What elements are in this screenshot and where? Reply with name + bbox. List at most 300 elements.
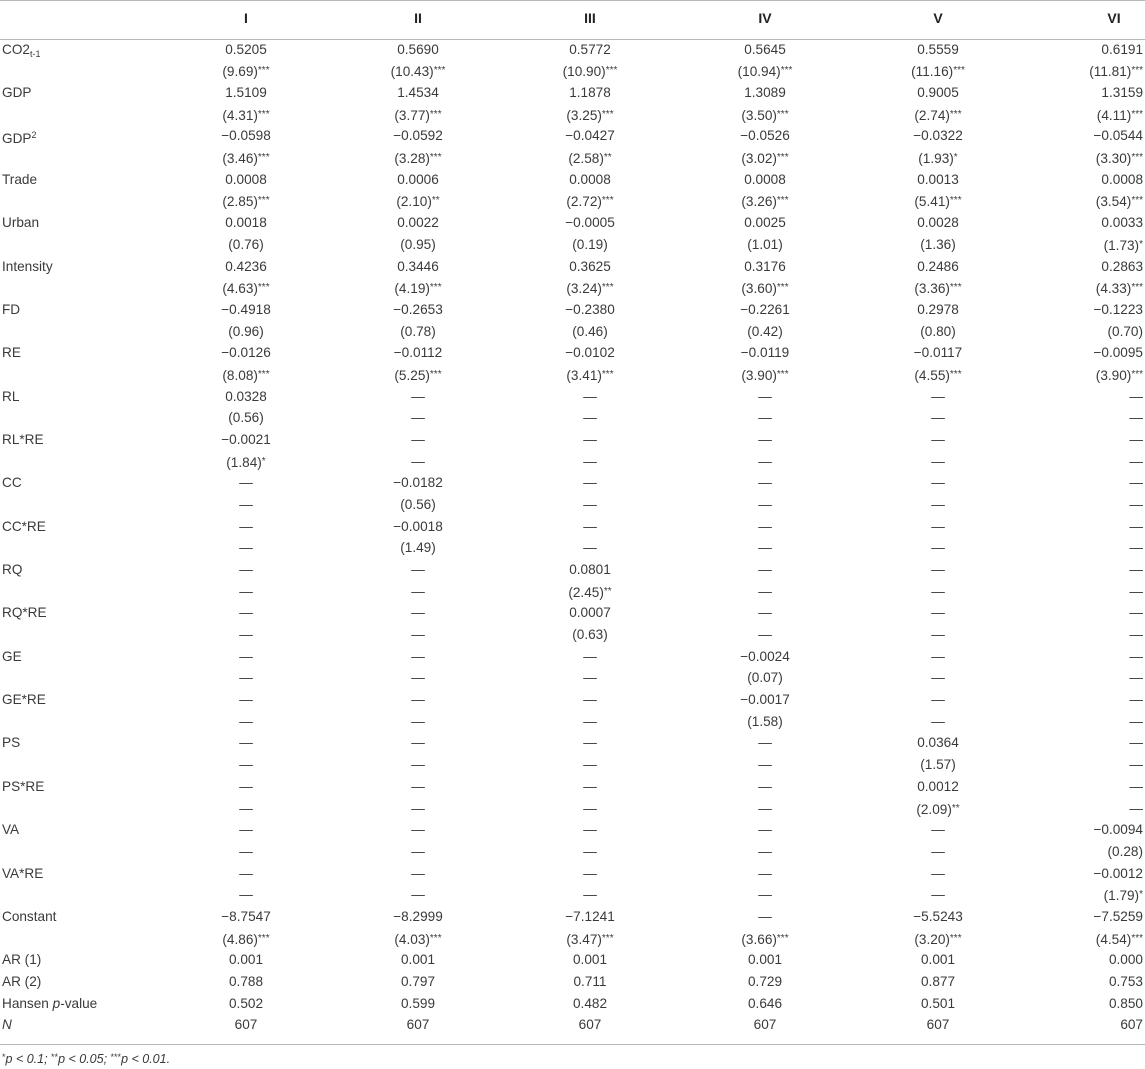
table-cell: (2.10)** xyxy=(396,194,440,210)
table-cell: −0.4918 xyxy=(221,301,271,317)
table-cell: 0.599 xyxy=(400,995,436,1011)
table-cell: — xyxy=(239,627,253,643)
table-cell: — xyxy=(1129,778,1143,794)
column-header-iv: IV xyxy=(758,10,772,26)
column-header-vi: VI xyxy=(1107,10,1121,26)
table-cell: 1.3089 xyxy=(744,85,786,101)
table-cell: — xyxy=(583,410,597,426)
table-cell: — xyxy=(583,670,597,686)
table-cell: — xyxy=(583,518,597,534)
table-cell: −0.0112 xyxy=(393,345,443,361)
table-cell: 1.1878 xyxy=(569,85,611,101)
table-cell: (11.81)*** xyxy=(1089,64,1143,80)
table-cell: 0.0013 xyxy=(917,171,959,187)
table-cell: — xyxy=(1129,605,1143,621)
table-cell: −0.0526 xyxy=(740,128,790,144)
table-cell: — xyxy=(1129,670,1143,686)
table-header xyxy=(0,0,1145,40)
table-cell: (0.07) xyxy=(747,670,783,686)
table-cell: — xyxy=(239,713,253,729)
table-cell: (8.08)*** xyxy=(222,367,270,383)
table-cell: (0.80) xyxy=(920,323,956,339)
row-label: AR (2) xyxy=(2,973,42,989)
table-cell: — xyxy=(583,540,597,556)
table-row xyxy=(0,190,1145,212)
table-cell: 607 xyxy=(1120,1017,1143,1033)
table-cell: 0.3625 xyxy=(569,258,611,274)
table-cell: — xyxy=(239,540,253,556)
table-cell: — xyxy=(1129,757,1143,773)
table-cell: (4.86)*** xyxy=(222,931,270,947)
table-cell: −0.0024 xyxy=(740,648,790,664)
row-label: GE*RE xyxy=(2,692,46,708)
table-cell: (3.20)*** xyxy=(914,931,962,947)
table-cell: — xyxy=(931,713,945,729)
table-row xyxy=(0,993,1145,1015)
table-cell: (3.77)*** xyxy=(394,107,442,123)
table-cell: 607 xyxy=(753,1017,777,1033)
table-cell: 0.001 xyxy=(400,952,436,968)
table-cell: — xyxy=(758,583,772,599)
table-cell: — xyxy=(239,778,253,794)
table-cell: 0.850 xyxy=(1108,995,1143,1011)
table-cell: — xyxy=(583,800,597,816)
table-cell: — xyxy=(583,843,597,859)
table-cell: 0.3176 xyxy=(744,258,786,274)
table-row xyxy=(0,1014,1145,1036)
table-row xyxy=(0,82,1145,104)
table-cell: (11.16)*** xyxy=(911,64,965,80)
table-cell: −5.5243 xyxy=(913,908,963,924)
table-cell: (10.43)*** xyxy=(390,64,446,80)
table-cell: (1.57) xyxy=(920,757,956,773)
table-cell: −7.1241 xyxy=(565,908,615,924)
table-cell: — xyxy=(411,822,425,838)
table-cell: (0.76) xyxy=(228,236,264,252)
table-cell: — xyxy=(758,865,772,881)
table-cell: (2.85)*** xyxy=(222,194,270,210)
table-cell: — xyxy=(1129,583,1143,599)
table-cell: — xyxy=(411,670,425,686)
table-cell: — xyxy=(758,843,772,859)
table-cell: (3.24)*** xyxy=(566,281,614,297)
table-cell: — xyxy=(931,627,945,643)
table-cell: (3.02)*** xyxy=(741,151,789,167)
table-cell: (10.90)*** xyxy=(562,64,618,80)
table-row xyxy=(0,798,1145,820)
row-label: Urban xyxy=(2,215,40,231)
table-cell: — xyxy=(931,605,945,621)
table-cell: 0.646 xyxy=(747,995,783,1011)
table-cell: — xyxy=(1129,627,1143,643)
table-cell: (2.09)** xyxy=(916,801,960,817)
table-cell: 0.4236 xyxy=(225,258,267,274)
table-cell: 0.0028 xyxy=(917,215,959,231)
table-cell: 0.5559 xyxy=(917,41,959,57)
table-cell: — xyxy=(583,757,597,773)
table-cell: 0.877 xyxy=(920,973,956,989)
table-row xyxy=(0,906,1145,928)
table-cell: 0.0801 xyxy=(569,562,611,578)
table-cell: — xyxy=(411,800,425,816)
row-label: PS xyxy=(2,735,21,751)
table-cell: (3.36)*** xyxy=(914,281,962,297)
table-cell: — xyxy=(1129,453,1143,469)
table-cell: (0.56) xyxy=(228,410,264,426)
table-row xyxy=(0,299,1145,321)
table-cell: — xyxy=(239,583,253,599)
table-row xyxy=(0,451,1145,473)
table-row xyxy=(0,147,1145,169)
table-cell: (1.01) xyxy=(747,236,783,252)
table-cell: (5.25)*** xyxy=(394,367,442,383)
table-cell: −0.0126 xyxy=(221,345,271,361)
table-cell: — xyxy=(411,431,425,447)
table-row xyxy=(0,60,1145,82)
table-cell: (3.90)*** xyxy=(741,367,789,383)
table-row xyxy=(0,407,1145,429)
table-cell: — xyxy=(239,822,253,838)
table-cell: −0.2261 xyxy=(740,301,790,317)
table-cell: — xyxy=(758,757,772,773)
table-cell: −8.7547 xyxy=(221,908,271,924)
table-cell: (3.26)*** xyxy=(741,194,789,210)
table-cell: — xyxy=(411,865,425,881)
table-cell: — xyxy=(411,692,425,708)
table-cell: — xyxy=(931,670,945,686)
table-cell: 0.501 xyxy=(920,995,956,1011)
table-cell: — xyxy=(411,627,425,643)
table-row xyxy=(0,516,1145,538)
table-cell: (3.54)*** xyxy=(1095,194,1143,210)
table-cell: −0.2653 xyxy=(393,301,443,317)
table-cell: (10.94)*** xyxy=(737,64,793,80)
table-cell: (0.63) xyxy=(572,627,608,643)
table-cell: 0.0018 xyxy=(225,215,267,231)
table-cell: −0.1223 xyxy=(1093,301,1143,317)
table-cell: (3.30)*** xyxy=(1095,151,1143,167)
table-cell: (2.74)*** xyxy=(914,107,962,123)
table-cell: (4.33)*** xyxy=(1095,281,1143,297)
table-cell: 0.0008 xyxy=(569,171,611,187)
table-cell: (4.55)*** xyxy=(914,367,962,383)
row-label: FD xyxy=(2,301,21,317)
table-bottom-rule xyxy=(0,1044,1145,1045)
table-row xyxy=(0,559,1145,581)
table-row xyxy=(0,689,1145,711)
table-cell: (4.63)*** xyxy=(222,281,270,297)
table-cell: — xyxy=(583,692,597,708)
table-cell: 0.729 xyxy=(747,973,783,989)
table-row xyxy=(0,581,1145,603)
table-cell: 0.001 xyxy=(228,952,264,968)
table-cell: — xyxy=(239,865,253,881)
table-cell: 0.753 xyxy=(1108,973,1143,989)
table-row xyxy=(0,234,1145,256)
table-row xyxy=(0,971,1145,993)
table-row xyxy=(0,646,1145,668)
table-cell: 0.9005 xyxy=(917,85,959,101)
row-label: AR (1) xyxy=(2,952,42,968)
table-row xyxy=(0,819,1145,841)
table-cell: (4.11)*** xyxy=(1096,107,1143,123)
table-cell: — xyxy=(583,388,597,404)
table-cell: — xyxy=(239,757,253,773)
table-cell: — xyxy=(758,605,772,621)
table-cell: — xyxy=(758,453,772,469)
table-cell: (1.36) xyxy=(920,236,956,252)
table-cell: — xyxy=(583,648,597,664)
table-row xyxy=(0,667,1145,689)
row-label: Hansen p-value xyxy=(2,995,98,1011)
table-cell: (0.70) xyxy=(1107,323,1143,339)
table-cell: 0.6191 xyxy=(1101,41,1143,57)
column-header-iii: III xyxy=(584,10,596,26)
table-cell: (4.54)*** xyxy=(1095,931,1143,947)
table-cell: — xyxy=(1129,431,1143,447)
table-cell: — xyxy=(239,562,253,578)
table-cell: (1.73)* xyxy=(1103,237,1143,253)
table-cell: — xyxy=(931,648,945,664)
table-cell: — xyxy=(411,778,425,794)
table-cell: 0.0033 xyxy=(1101,215,1143,231)
row-label: RE xyxy=(2,345,21,361)
table-cell: — xyxy=(411,735,425,751)
table-cell: — xyxy=(758,410,772,426)
table-cell: 1.5109 xyxy=(225,85,267,101)
table-cell: (0.42) xyxy=(747,323,783,339)
table-cell: (0.56) xyxy=(400,496,436,512)
table-cell: — xyxy=(239,496,253,512)
table-cell: 0.2978 xyxy=(917,301,959,317)
table-cell: 0.797 xyxy=(400,973,436,989)
table-cell: (1.79)* xyxy=(1103,888,1143,904)
table-cell: — xyxy=(411,605,425,621)
table-cell: — xyxy=(583,713,597,729)
table-cell: — xyxy=(239,887,253,903)
table-cell: −0.0592 xyxy=(393,128,443,144)
table-cell: — xyxy=(239,692,253,708)
table-cell: −0.0018 xyxy=(393,518,443,534)
table-cell: — xyxy=(758,518,772,534)
table-row xyxy=(0,928,1145,950)
table-cell: 0.0006 xyxy=(397,171,439,187)
table-cell: — xyxy=(1129,735,1143,751)
table-cell: −8.2999 xyxy=(393,908,443,924)
table-cell: (4.19)*** xyxy=(394,281,442,297)
row-label: RQ xyxy=(2,562,23,578)
table-cell: −0.0005 xyxy=(565,215,615,231)
table-row xyxy=(0,321,1145,343)
table-cell: −0.0017 xyxy=(740,692,790,708)
table-row xyxy=(0,386,1145,408)
table-cell: — xyxy=(239,475,253,491)
table-cell: −0.0094 xyxy=(1093,822,1143,838)
table-cell: — xyxy=(931,475,945,491)
table-row xyxy=(0,125,1145,147)
table-cell: (0.95) xyxy=(400,236,436,252)
table-cell: (5.41)*** xyxy=(914,194,962,210)
table-cell: — xyxy=(411,583,425,599)
table-row xyxy=(0,39,1145,61)
table-cell: (0.19) xyxy=(572,236,608,252)
row-label: RL xyxy=(2,388,20,404)
table-row xyxy=(0,256,1145,278)
table-cell: — xyxy=(239,518,253,534)
table-cell: — xyxy=(1129,496,1143,512)
table-cell: 0.2486 xyxy=(917,258,959,274)
table-cell: — xyxy=(239,735,253,751)
table-row xyxy=(0,472,1145,494)
table-cell: 0.0025 xyxy=(744,215,786,231)
table-cell: (3.47)*** xyxy=(566,931,614,947)
table-cell: — xyxy=(931,410,945,426)
table-cell: — xyxy=(1129,648,1143,664)
table-cell: −0.0544 xyxy=(1093,128,1143,144)
table-cell: 0.0008 xyxy=(1101,171,1143,187)
table-cell: — xyxy=(758,908,772,924)
table-cell: (9.69)*** xyxy=(222,64,270,80)
table-cell: 0.0008 xyxy=(225,171,267,187)
table-cell: — xyxy=(931,540,945,556)
table-cell: — xyxy=(411,843,425,859)
table-cell: −0.0119 xyxy=(740,345,790,361)
table-cell: −0.0427 xyxy=(565,128,615,144)
table-cell: (2.58)** xyxy=(568,151,612,167)
table-cell: — xyxy=(1129,800,1143,816)
table-cell: — xyxy=(1129,388,1143,404)
table-cell: — xyxy=(931,843,945,859)
table-cell: — xyxy=(931,822,945,838)
table-cell: 0.788 xyxy=(228,973,264,989)
table-cell: (3.60)*** xyxy=(741,281,789,297)
table-cell: 0.0328 xyxy=(225,388,267,404)
table-cell: 1.3159 xyxy=(1101,85,1143,101)
table-cell: (0.28) xyxy=(1107,843,1143,859)
table-cell: −0.0598 xyxy=(221,128,271,144)
row-label: N xyxy=(2,1017,12,1033)
table-cell: — xyxy=(758,627,772,643)
column-header-ii: II xyxy=(414,10,422,26)
table-cell: −0.0095 xyxy=(1093,345,1143,361)
table-cell: — xyxy=(758,822,772,838)
table-row xyxy=(0,212,1145,234)
table-cell: — xyxy=(239,843,253,859)
table-cell: — xyxy=(931,388,945,404)
table-cell: — xyxy=(583,453,597,469)
table-cell: (2.72)*** xyxy=(566,194,614,210)
table-cell: −0.0102 xyxy=(565,345,615,361)
row-label: Intensity xyxy=(2,258,53,274)
table-cell: — xyxy=(1129,562,1143,578)
table-cell: — xyxy=(583,778,597,794)
table-row xyxy=(0,754,1145,776)
row-label: RL*RE xyxy=(2,431,44,447)
table-cell: — xyxy=(583,822,597,838)
row-label: CC*RE xyxy=(2,518,46,534)
table-cell: — xyxy=(931,887,945,903)
table-cell: 0.0364 xyxy=(917,735,959,751)
table-cell: −0.0117 xyxy=(913,345,963,361)
table-row xyxy=(0,732,1145,754)
table-cell: 607 xyxy=(578,1017,602,1033)
table-cell: 607 xyxy=(926,1017,950,1033)
table-cell: — xyxy=(1129,692,1143,708)
table-cell: — xyxy=(1129,475,1143,491)
table-cell: — xyxy=(758,887,772,903)
table-cell: (3.41)*** xyxy=(566,367,614,383)
table-cell: 0.502 xyxy=(228,995,264,1011)
table-cell: −0.0012 xyxy=(1093,865,1143,881)
table-cell: 0.001 xyxy=(572,952,608,968)
table-cell: — xyxy=(758,431,772,447)
table-cell: — xyxy=(758,540,772,556)
table-row xyxy=(0,841,1145,863)
row-label: Constant xyxy=(2,908,57,924)
table-cell: — xyxy=(931,453,945,469)
table-cell: — xyxy=(931,518,945,534)
table-cell: (3.66)*** xyxy=(741,931,789,947)
table-cell: (3.50)*** xyxy=(741,107,789,123)
table-row xyxy=(0,537,1145,559)
table-cell: — xyxy=(931,583,945,599)
table-cell: — xyxy=(239,648,253,664)
table-cell: — xyxy=(583,887,597,903)
column-header-v: V xyxy=(933,10,943,26)
table-cell: −7.5259 xyxy=(1093,908,1143,924)
table-cell: — xyxy=(583,431,597,447)
table-cell: — xyxy=(758,735,772,751)
table-cell: — xyxy=(758,475,772,491)
table-cell: — xyxy=(758,496,772,512)
table-cell: (4.03)*** xyxy=(394,931,442,947)
table-cell: 0.5690 xyxy=(397,41,439,57)
table-cell: — xyxy=(411,410,425,426)
table-cell: — xyxy=(411,453,425,469)
table-cell: 0.001 xyxy=(747,952,783,968)
row-label: Trade xyxy=(2,171,38,187)
table-cell: 0.0022 xyxy=(397,215,439,231)
table-row xyxy=(0,342,1145,364)
table-cell: 607 xyxy=(234,1017,258,1033)
table-cell: — xyxy=(239,670,253,686)
row-label: GDP$^2$ xyxy=(2,130,37,147)
row-label: $CO2_{t-1}$ xyxy=(2,41,41,59)
table-row xyxy=(0,364,1145,386)
table-cell: — xyxy=(583,475,597,491)
table-row xyxy=(0,624,1145,646)
table-cell: 0.5772 xyxy=(569,41,611,57)
row-label: VA*RE xyxy=(2,865,44,881)
table-cell: (3.28)*** xyxy=(394,151,442,167)
table-cell: (0.78) xyxy=(400,323,436,339)
table-cell: 0.3446 xyxy=(397,258,439,274)
table-cell: — xyxy=(1129,540,1143,556)
table-cell: — xyxy=(583,735,597,751)
table-cell: −0.2380 xyxy=(565,301,615,317)
table-cell: — xyxy=(758,388,772,404)
table-row xyxy=(0,884,1145,906)
table-cell: — xyxy=(931,496,945,512)
table-cell: — xyxy=(758,778,772,794)
table-cell: — xyxy=(758,562,772,578)
table-cell: — xyxy=(411,388,425,404)
table-cell: — xyxy=(411,887,425,903)
table-row xyxy=(0,776,1145,798)
table-cell: 0.001 xyxy=(920,952,956,968)
table-cell: −0.0021 xyxy=(221,431,271,447)
column-header-i: I xyxy=(244,10,248,26)
